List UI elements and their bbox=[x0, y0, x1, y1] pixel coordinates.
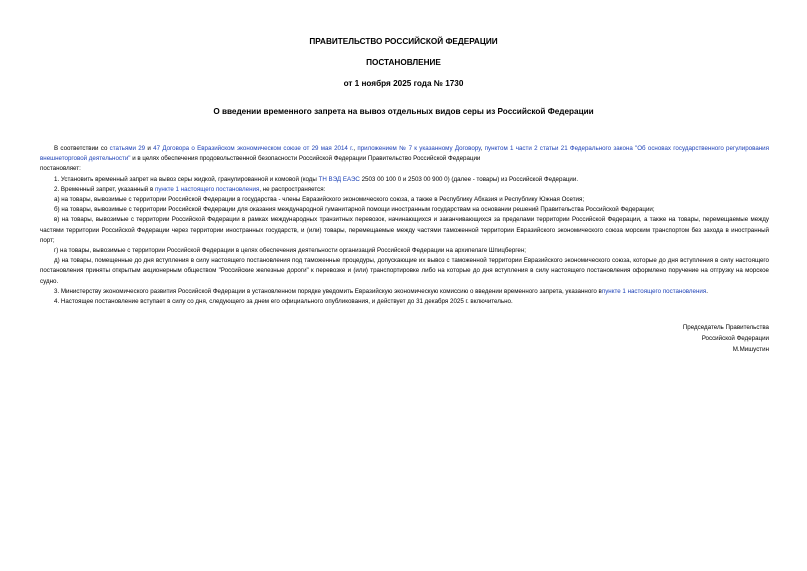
item-3 bbox=[40, 287, 769, 297]
item-2-d: д) на товары, помещенные до дня вступления в силу настоящего постановления под таможенные процедуры, допускающие их вывоз с таможенной территории Евразийского экономического союза, которые до дня вступления в силу настоящего постановления приняты открытым акционерным обществом "Российские железные дороги" к перевозке и (или) транспортировке либо на которые до дня вступления в силу настоящего постановления оформлено поручение на отгрузку на морское судно. bbox=[40, 257, 769, 285]
signature-position: Председатель Правительства bbox=[682, 324, 769, 331]
item-2-text: 2. Временный запрет, указанный в bbox=[54, 185, 155, 193]
preamble-text: , bbox=[353, 145, 358, 152]
government-heading: ПРАВИТЕЛЬСТВО РОССИЙСКОЙ ФЕДЕРАЦИИ bbox=[309, 37, 498, 46]
link-annex-7[interactable]: приложением № 7 к указанному Договору bbox=[357, 145, 481, 152]
item-4: 4. Настоящее постановление вступает в силу со дня, следующего за днем его официального опубликования, и действует до 31 декабря 2025 г. включительно. bbox=[54, 298, 513, 306]
item-2-v: в) на товары, вывозимые с территории Российской Федерации в рамках международных транзитных перевозок, начинающихся и заканчивающихся за пределами территории Российской Федерации, а также на товары, перемещаемые между частями территории Российской Федерации через территории иностранных государств, и (или) товары, перемещаемые между частями таможенной территории Евразийского экономического союза морским транспортом без захода в иностранный порт; bbox=[40, 216, 769, 244]
document-date-number: от 1 ноября 2025 года № 1730 bbox=[343, 79, 464, 88]
preamble-text: и bbox=[145, 145, 154, 152]
preamble-paragraph bbox=[40, 144, 769, 164]
link-eaeu-treaty[interactable]: 47 Договора о Евразийском экономическом союзе от 29 мая 2014 г. bbox=[153, 145, 354, 152]
preamble-text: , bbox=[480, 145, 485, 152]
link-point-1[interactable]: пункте 1 настоящего постановления bbox=[601, 287, 707, 295]
signature-country: Российской Федерации bbox=[701, 335, 769, 342]
item-2-text: , не распространяется: bbox=[259, 185, 326, 193]
document-body bbox=[40, 144, 769, 307]
item-3-text: 3. Министерству экономического развития Российской Федерации в установленном порядке уведомить Евразийскую экономическую комиссию о введении временного запрета, указанного в bbox=[54, 287, 602, 295]
item-2-a: а) на товары, вывозимые с территории Российской Федерации в государства - члены Евразийского экономического союза, а также в Республику Абхазия и Республику Южная Осетия; bbox=[54, 196, 585, 204]
link-articles-29[interactable]: статьями 29 bbox=[109, 145, 146, 152]
link-point-1[interactable]: пункте 1 настоящего постановления bbox=[154, 185, 260, 193]
item-3-text: . bbox=[706, 287, 708, 295]
item-1 bbox=[40, 175, 769, 185]
signature-name: М.Мишустин bbox=[732, 346, 769, 353]
link-federal-law[interactable]: пунктом 1 части 2 статьи 21 Федерального закона "Об основах государственного регулирования внешнеторговой деятельности" bbox=[40, 145, 769, 163]
item-2-b: б) на товары, вывозимые с территории Российской Федерации для оказания международной гуманитарной помощи иностранным государствам на основании решений Правительства Российской Федерации; bbox=[54, 206, 655, 214]
resolves-line: постановляет: bbox=[40, 165, 81, 173]
item-2-g: г) на товары, вывозимые с территории Российской Федерации в целях обеспечения деятельности организаций Российской Федерации на архипелаге Шпицберген; bbox=[54, 247, 526, 255]
preamble-text: В соответствии со bbox=[54, 145, 110, 152]
document-type: ПОСТАНОВЛЕНИЕ bbox=[366, 58, 441, 67]
item-2 bbox=[40, 185, 769, 195]
link-tn-ved[interactable]: ТН ВЭД ЕАЭС bbox=[318, 175, 360, 183]
item-1-text: 2503 00 100 0 и 2503 00 900 0) (далее - товары) из Российской Федерации. bbox=[359, 175, 579, 183]
preamble-text: и в целях обеспечения продовольственной безопасности Российской Федерации Правительство Российской Федерации bbox=[130, 155, 481, 163]
item-1-text: 1. Установить временный запрет на вывоз серы жидкой, гранулированной и комовой (коды bbox=[54, 175, 319, 183]
document-title: О введении временного запрета на вывоз отдельных видов серы из Российской Федерации bbox=[213, 107, 594, 116]
